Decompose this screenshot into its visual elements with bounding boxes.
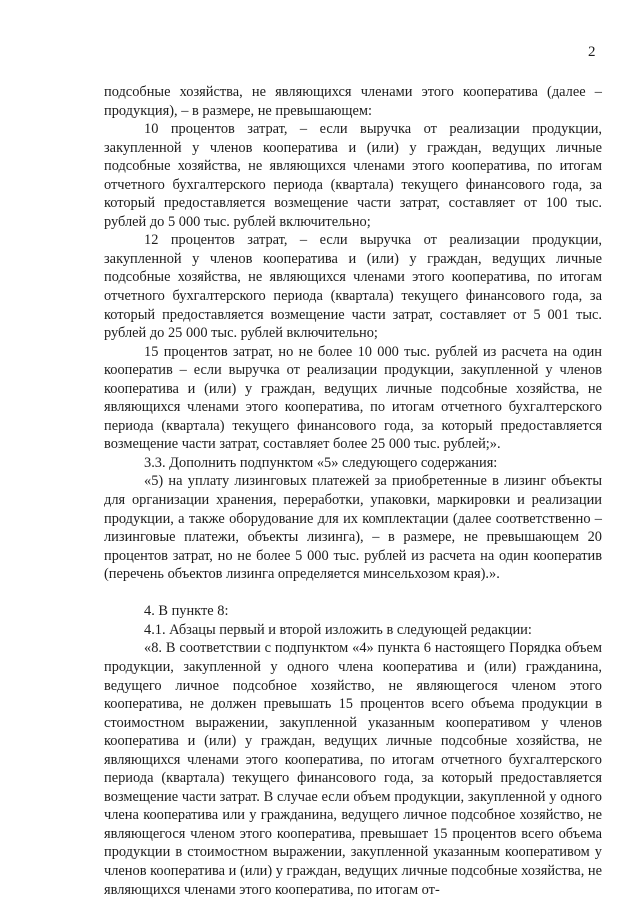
paragraph-12-percent: 12 процентов затрат, – если выручка от реализации продукции, закупленной у членов кооператива и (или) у граждан, ведущих личные подсобные хозяйства, не являющихся членами этого кооператива, по итогам отчетного бухгалтерского периода (квартала) текущего финансового года, за который предоставляется возмещение части затрат, составляет от 5 001 тыс. рублей до 25 000 тыс. рублей включительно; xyxy=(104,232,602,342)
paragraph-point-8: «8. В соответствии с подпунктом «4» пункта 6 настоящего Порядка объем продукции, закупленной у одного члена кооператива и (или) гражданина, ведущего личное подсобное хозяйство, не являющегося членом этого кооператива, не должен превышать 15 процентов всего объема продукции в стоимостном выражении, закупленной указанным кооперативом у членов кооператива и (или) у граждан, ведущих личные подсобные хозяйства, не являющихся членами этого кооператива, по итогам отчетного бухгалтерского периода (квартала) текущего финансового года, за который предоставляется возмещение части затрат. В случае если объем продукции, закупленной у одного члена кооператива или у гражданина, ведущего личное подсобное хозяйство, не являющегося членом этого кооператива, превышает 15 процентов всего объема продукции в стоимостном выражении, закупленной указанным кооперативом у членов кооператива и (или) у граждан, ведущих личные подсобные хозяйства, не являющихся членами этого кооператива, по итогам от- xyxy=(104,640,602,898)
paragraph-subpoint-5: «5) на уплату лизинговых платежей за приобретенные в лизинг объекты для организации хранения, переработки, упаковки, маркировки и реализации продукции, а также оборудование для их комплектации (далее соответственно – лизинговые платежи, объекты лизинга), – в размере, не превышающем 20 процентов затрат, но не более 5 000 тыс. рублей из расчета на один кооператив (перечень объектов лизинга определяется минсельхозом края).». xyxy=(104,473,602,583)
paragraph-10-percent: 10 процентов затрат, – если выручка от реализации продукции, закупленной у членов кооператива и (или) у граждан, ведущих личные подсобные хозяйства, не являющихся членами этого кооператива, по итогам отчетного бухгалтерского периода (квартала) текущего финансового года, за который предоставляется возмещение части затрат, составляет от 100 тыс. рублей до 5 000 тыс. рублей включительно; xyxy=(104,121,602,230)
page-number: 2 xyxy=(588,44,596,60)
document-body xyxy=(104,83,602,899)
paragraph-gap xyxy=(104,584,602,603)
paragraph-section-4: 4. В пункте 8: xyxy=(144,603,229,620)
paragraph-3-3: 3.3. Дополнить подпунктом «5» следующего содержания: xyxy=(144,454,498,471)
paragraph-continuation: подсобные хозяйства, не являющихся членами этого кооператива (далее – продукция), – в размере, не превышающем: xyxy=(104,84,602,119)
paragraph-15-percent: 15 процентов затрат, но не более 10 000 тыс. рублей из расчета на один кооператив – если выручка от реализации продукции, закупленной у членов кооператива и (или) у граждан, ведущих личные подсобные хозяйства, не являющихся членами этого кооператива, по итогам отчетного бухгалтерского периода (квартала) текущего финансового года, за который предоставляется возмещение части затрат, составляет более 25 000 тыс. рублей;». xyxy=(104,343,602,453)
paragraph-4-1: 4.1. Абзацы первый и второй изложить в следующей редакции: xyxy=(144,621,532,638)
